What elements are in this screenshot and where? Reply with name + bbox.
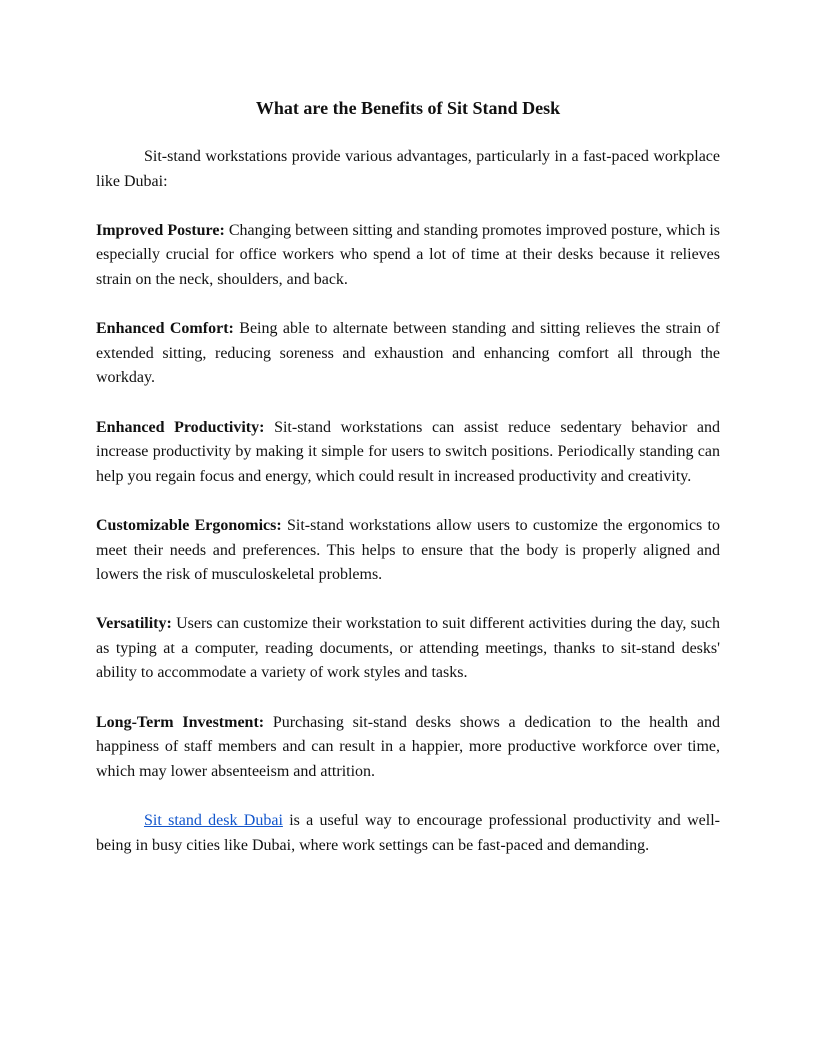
closing-paragraph bbox=[96, 809, 720, 858]
section-enhanced-comfort bbox=[96, 317, 720, 391]
section-heading: Enhanced Comfort: bbox=[96, 320, 234, 338]
document-page bbox=[96, 96, 720, 858]
section-improved-posture bbox=[96, 219, 720, 293]
section-long-term-investment bbox=[96, 711, 720, 785]
closing-text: is a useful way to encourage professional productivity and well-being in busy cities like Dubai, where work settings can be fast-paced and demanding. bbox=[96, 812, 720, 854]
section-text: Changing between sitting and standing promotes improved posture, which is especially crucial for office workers who spend a lot of time at their desks because it relieves strain on the neck, shoulders, and back. bbox=[96, 221, 721, 288]
section-text: Being able to alternate between standing and sitting relieves the strain of extended sitting, reducing soreness and exhaustion and enhancing comfort all through the workday. bbox=[96, 320, 721, 387]
section-heading: Customizable Ergonomics: bbox=[96, 516, 282, 534]
section-enhanced-productivity bbox=[96, 416, 720, 490]
section-text: Sit-stand workstations allow users to customize the ergonomics to meet their needs and preferences. This helps to ensure that the body is properly aligned and lowers the risk of musculoskeletal problems. bbox=[96, 516, 720, 584]
section-heading: Improved Posture: bbox=[96, 221, 225, 239]
document-title: What are the Benefits of Sit Stand Desk bbox=[255, 98, 561, 118]
section-customizable-ergonomics bbox=[96, 514, 720, 588]
section-text: Users can customize their workstation to suit different activities during the day, such as typing at a computer, reading documents, or attending meetings, thanks to sit-stand desks' ability to accommodate a variety of work styles and tasks. bbox=[96, 615, 720, 682]
intro-paragraph: Sit-stand workstations provide various advantages, particularly in a fast-paced workplace like Dubai: bbox=[96, 148, 720, 190]
section-heading: Enhanced Productivity: bbox=[96, 418, 265, 436]
section-heading: Long-Term Investment: bbox=[96, 713, 265, 731]
section-heading: Versatility: bbox=[96, 615, 172, 633]
section-versatility bbox=[96, 612, 720, 686]
section-text: Sit-stand workstations can assist reduce sedentary behavior and increase productivity by making it simple for users to switch positions. Periodically standing can help you regain focus and energy, which could result in increased productivity and creativity. bbox=[96, 418, 720, 485]
section-text: Purchasing sit-stand desks shows a dedication to the health and happiness of staff members and can result in a happier, more productive workforce over time, which may lower absenteeism and attrition. bbox=[96, 713, 720, 780]
sit-stand-desk-dubai-link[interactable]: Sit stand desk Dubai bbox=[144, 812, 283, 830]
